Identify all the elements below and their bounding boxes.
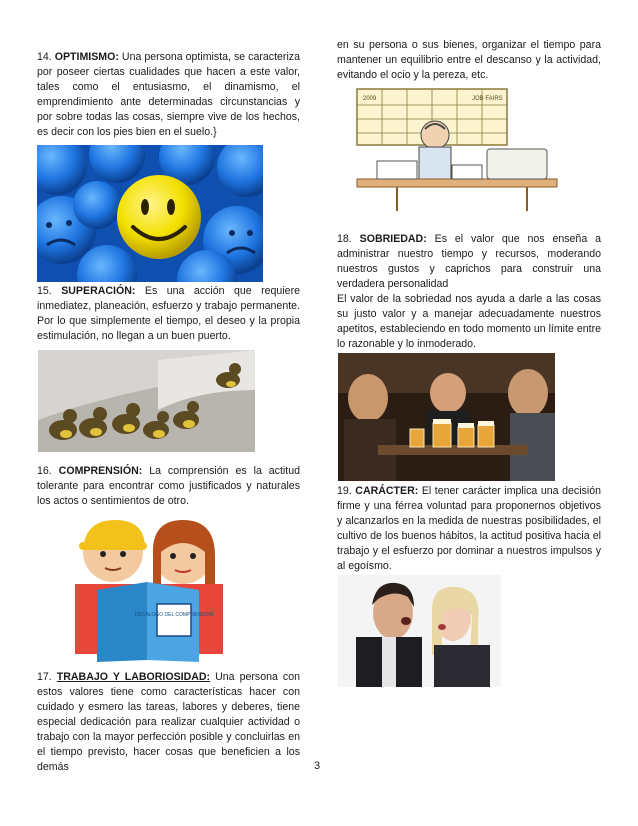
section-body: Es una acción que requiere inmediatez, planeación, esfuerzo y trabajo permanente. Por lo que simplemente el tiempo, el deseo y la propia estimulación, no llegan a un buen puerto.	[37, 285, 300, 342]
book-cover-text: DECÁLOGO DEL COMPRENSIÓN	[134, 612, 214, 618]
arguing-couple-image	[338, 575, 501, 687]
people-drinking-beer-image	[338, 353, 555, 481]
section-16-comprension	[37, 464, 300, 509]
kids-reading-book-image	[65, 512, 230, 664]
section-title: OPTIMISMO:	[54, 51, 119, 63]
busy-office-worker-image	[337, 85, 577, 213]
section-number: 16.	[37, 465, 52, 477]
section-body: Una persona con estos valores tiene como características hacer con cuidado y esmero las tareas, labores y deberes, tiene especial dedicación para realizar cualquier actividad o trabajo con la mayor perfección posible y concluirlas en el tiempo previsto, hacer cosas que beneficien a los demás	[37, 671, 300, 773]
section-number: 19.	[337, 485, 352, 497]
section-title: TRABAJO Y LABORIOSIDAD:	[56, 671, 211, 683]
section-title: COMPRENSIÓN:	[58, 465, 143, 477]
section-number: 14.	[37, 51, 52, 63]
section-number: 15.	[37, 285, 52, 297]
section-14-optimismo	[37, 50, 300, 140]
section-18-sobriedad	[337, 232, 601, 292]
section-title: SOBRIEDAD:	[359, 233, 427, 245]
ducklings-climbing-image	[38, 350, 255, 452]
page-number: 3	[314, 760, 321, 772]
section-title: SUPERACIÓN:	[61, 285, 136, 297]
section-18-paragraph-2	[337, 292, 601, 352]
calendar-label: JOB FAIRS	[472, 96, 503, 102]
section-title: CARÁCTER:	[355, 485, 419, 497]
section-body: Una persona optimista, se caracteriza por poseer ciertas cualidades que hacen a este valor, tales como el entusiasmo, el dinamismo, el emprendimiento ante determinadas circunstancias y por sobre todas las cosas, siempre vive de los hechos, es decir con los pies bien en el suelo.}	[37, 51, 300, 138]
section-17-continuation	[337, 38, 601, 83]
section-17-trabajo	[37, 670, 300, 775]
calendar-year: 2009	[363, 96, 377, 102]
section-body: El valor de la sobriedad nos ayuda a darle a las cosas su justo valor y a manejar adecuadamente nuestros apetitos, estableciendo en todo momento un límite entre lo razonable y lo inmoderado.	[337, 293, 601, 350]
section-body: El tener carácter implica una decisión firme y una férrea voluntad para proponernos objetivos y alcanzarlos en la medida de nuestras posibilidades, el cultivo de los buenos hábitos, la actitud positiva hacia el trabajo y el esfuerzo por dominar a nuestros impulsos y al egoísmo.	[337, 485, 601, 572]
section-15-superacion	[37, 284, 300, 344]
section-number: 17.	[37, 671, 52, 683]
optimism-smiley-image	[37, 145, 263, 282]
section-number: 18.	[337, 233, 352, 245]
section-body: Es el valor que nos enseña a administrar nuestro tiempo y recursos, moderando nuestros gustos y caprichos para construir una verdadera personalidad	[337, 233, 601, 290]
section-19-caracter	[337, 484, 601, 574]
section-body: La comprensión es la actitud tolerante para encontrar como justificados y naturales los actos o sentimientos de otro.	[37, 465, 300, 507]
section-body: en su persona o sus bienes, organizar el tiempo para mantener un equilibrio entre el descanso y la actividad, evitando el ocio y la pereza, etc.	[337, 39, 601, 81]
